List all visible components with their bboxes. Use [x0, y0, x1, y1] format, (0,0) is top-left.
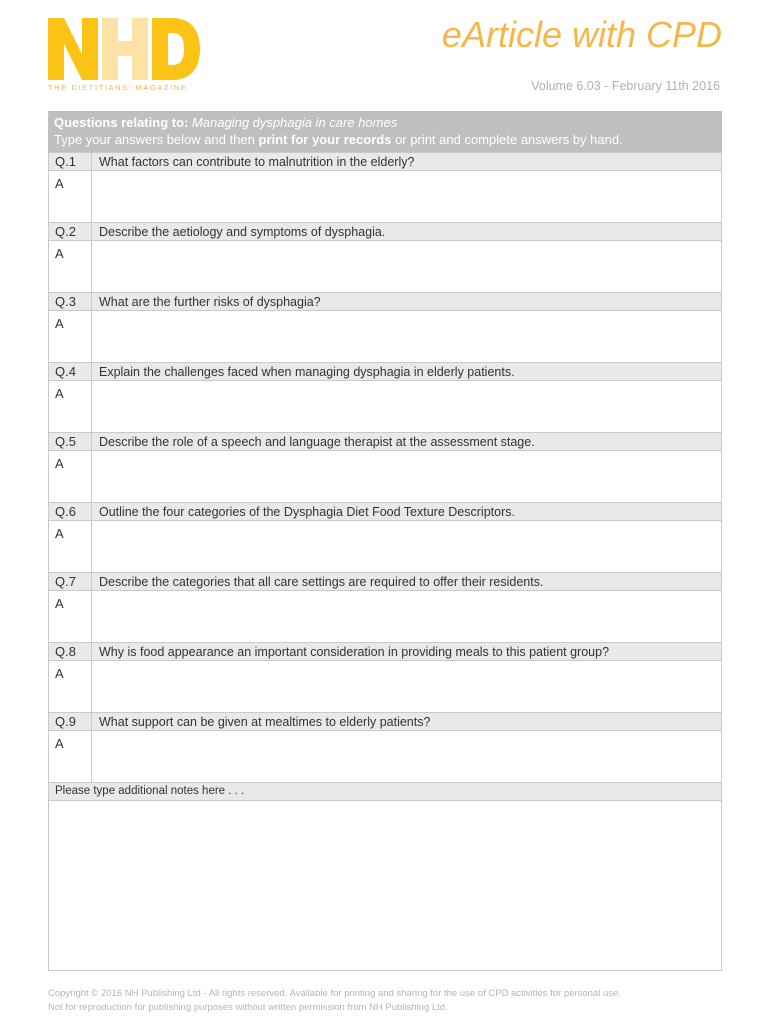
question-block — [48, 642, 722, 712]
question-row — [49, 222, 721, 241]
answer-row — [49, 521, 721, 572]
question-number: Q.5 — [49, 433, 92, 450]
question-text: What support can be given at mealtimes to elderly patients? — [99, 715, 431, 729]
question-block — [48, 362, 722, 432]
question-block — [48, 432, 722, 502]
logo-tagline: THE DIETITIANS' MAGAZINE — [48, 83, 188, 92]
question-block — [48, 152, 722, 222]
nhd-logo — [48, 16, 208, 96]
answer-row — [49, 591, 721, 642]
question-number: Q.6 — [49, 503, 92, 520]
answer-row — [49, 311, 721, 362]
answer-label: A — [49, 521, 92, 572]
question-block — [48, 502, 722, 572]
answer-row — [49, 241, 721, 292]
question-text: What factors can contribute to malnutrition in the elderly? — [99, 155, 415, 169]
answer-label: A — [49, 311, 92, 362]
answer-field[interactable] — [92, 451, 721, 502]
copyright-footer — [48, 987, 621, 1014]
answer-label: A — [49, 661, 92, 712]
question-block — [48, 222, 722, 292]
answer-field[interactable] — [92, 171, 721, 222]
question-number: Q.8 — [49, 643, 92, 660]
question-number: Q.4 — [49, 363, 92, 380]
answer-row — [49, 661, 721, 712]
page-title: eArticle with CPD — [441, 14, 722, 55]
answer-field[interactable] — [92, 381, 721, 432]
question-text: Why is food appearance an important consideration in providing meals to this patient group? — [99, 645, 610, 659]
question-block — [48, 572, 722, 642]
question-number: Q.3 — [49, 293, 92, 310]
instructions-bold: print for your records — [258, 132, 392, 147]
answer-field[interactable] — [92, 241, 721, 292]
question-text: Describe the categories that all care settings are required to offer their residents. — [99, 575, 544, 589]
question-row — [49, 712, 721, 731]
cpd-question-form — [48, 111, 722, 971]
instructions-line — [54, 131, 716, 148]
question-row — [49, 292, 721, 311]
question-text: Describe the aetiology and symptoms of dysphagia. — [99, 225, 386, 239]
questions-topic: Managing dysphagia in care homes — [191, 115, 398, 130]
question-number: Q.7 — [49, 573, 92, 590]
answer-row — [49, 731, 721, 782]
nhd-logo-mark — [48, 16, 208, 82]
answer-field[interactable] — [92, 731, 721, 782]
volume-date: Volume 6.03 - February 11th 2016 — [531, 79, 720, 93]
question-block — [48, 712, 722, 782]
question-number: Q.1 — [49, 153, 92, 170]
question-text: Outline the four categories of the Dysphagia Diet Food Texture Descriptors. — [99, 505, 515, 519]
answer-field[interactable] — [92, 521, 721, 572]
question-row — [49, 572, 721, 591]
question-block — [48, 292, 722, 362]
instructions-pre: Type your answers below and then — [54, 132, 255, 147]
answer-field[interactable] — [92, 591, 721, 642]
answer-field[interactable] — [92, 311, 721, 362]
notes-label: Please type additional notes here . . . — [48, 782, 722, 801]
answer-row — [49, 381, 721, 432]
footer-line-2: Not for reproduction for publishing purposes without written permission from NH Publishing Ltd. — [48, 1001, 448, 1013]
question-text: Explain the challenges faced when managing dysphagia in elderly patients. — [99, 365, 515, 379]
instructions-post: or print and complete answers by hand. — [395, 132, 623, 147]
footer-line-1: Copyright © 2016 NH Publishing Ltd - All rights reserved. Available for printing and sharing for the use of CPD activities for personal use. — [48, 988, 621, 999]
question-text: Describe the role of a speech and language therapist at the assessment stage. — [99, 435, 535, 449]
answer-label: A — [49, 451, 92, 502]
question-row — [49, 362, 721, 381]
questions-list — [48, 152, 722, 782]
answer-label: A — [49, 591, 92, 642]
question-row — [49, 502, 721, 521]
answer-label: A — [49, 731, 92, 782]
questions-header — [48, 111, 722, 152]
question-number: Q.2 — [49, 223, 92, 240]
answer-label: A — [49, 241, 92, 292]
answer-field[interactable] — [92, 661, 721, 712]
question-number: Q.9 — [49, 713, 92, 730]
question-text: What are the further risks of dysphagia? — [99, 295, 321, 309]
answer-label: A — [49, 171, 92, 222]
questions-topic-line — [54, 114, 716, 131]
answer-row — [49, 451, 721, 502]
question-row — [49, 432, 721, 451]
questions-label: Questions relating to: — [54, 115, 189, 130]
notes-field[interactable] — [48, 801, 722, 971]
question-row — [49, 152, 721, 171]
question-row — [49, 642, 721, 661]
answer-label: A — [49, 381, 92, 432]
answer-row — [49, 171, 721, 222]
